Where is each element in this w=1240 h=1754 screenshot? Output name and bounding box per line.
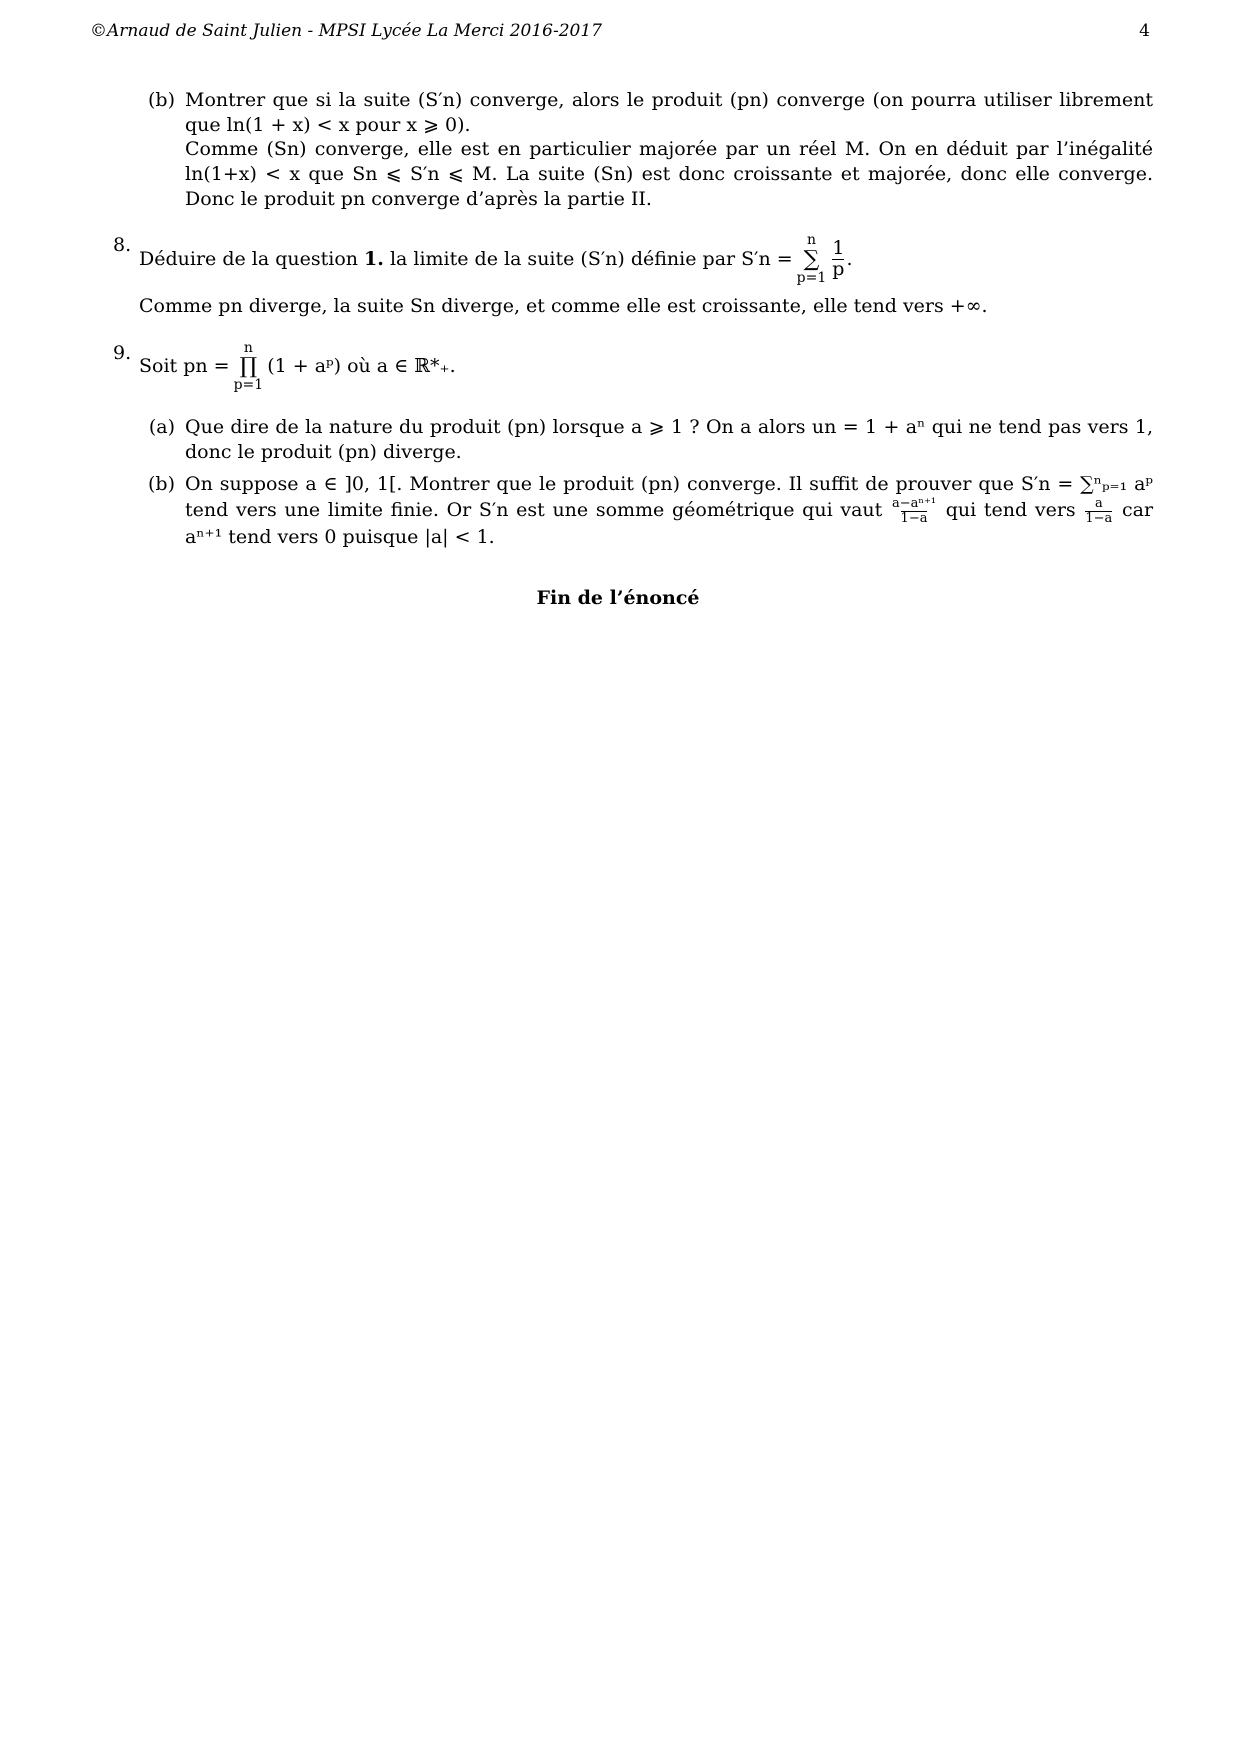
product-symbol: ∏ (239, 354, 258, 380)
text-part: On suppose a ∈ ]0, 1[. Montrer que le produit (pn) converge. Il suffit de prouver que S′n = ∑ⁿₚ₌₁ aᵖ tend vers une limite finie. Or S′n est une somme géométrique qui vaut (185, 473, 1153, 522)
statement-part: Déduire de la question (139, 248, 358, 271)
fraction-numerator: a−aⁿ⁺¹ (891, 496, 937, 512)
answer-text: Comme pn diverge, la suite Sn diverge, et comme elle est croissante, elle tend vers +∞. (139, 294, 988, 317)
statement-part: (1 + aᵖ) où a ∈ ℝ*₊. (267, 355, 456, 378)
sum-upper-bound: n (806, 232, 816, 249)
question-8 (113, 233, 1153, 318)
sum-symbol: ∑ (803, 247, 820, 273)
page-header (90, 20, 1150, 42)
fraction (832, 239, 844, 280)
question-statement (139, 233, 1153, 285)
item-label: (b) (148, 89, 175, 111)
question-9a (105, 415, 1153, 464)
document-body (113, 88, 1153, 611)
text-part: car aⁿ⁺¹ tend vers 0 puisque |a| < 1. (185, 499, 1154, 549)
question-9 (113, 341, 1153, 393)
question-text: Que dire de la nature du produit (pn) lorsque a ⩾ 1 ? On a alors un = 1 + aⁿ qui ne tend pas vers 1, donc le produit (pn) diverge. (185, 416, 1153, 463)
item-label: 8. (113, 234, 132, 257)
end-of-statement: Fin de l’énoncé (536, 587, 700, 610)
period: . (846, 248, 853, 271)
answer-text: Comme (Sn) converge, elle est en particulier majorée par un réel M. On en déduit par l’inégalité ln(1+x) < x que Sn ⩽ S′n ⩽ M. La suite (Sn) est donc croissante et majorée, donc elle converge. Donc le produit pn converge d’après la partie II. (185, 138, 1153, 210)
summation (797, 233, 827, 285)
fraction-numerator: a (1094, 496, 1103, 512)
page-number: 4 (1139, 21, 1150, 41)
fraction-denominator: p (832, 258, 845, 281)
statement-part: Soit pn = (139, 355, 230, 378)
item-label: (b) (148, 473, 175, 496)
question-reference: 1. (364, 248, 384, 271)
item-label: 9. (113, 341, 132, 364)
question-9b (105, 472, 1153, 550)
fraction-denominator: 1−a (1085, 510, 1113, 526)
product (234, 341, 264, 393)
item-label: (a) (148, 416, 175, 439)
statement-part: la limite de la suite (S′n) définie par S′n = (389, 248, 793, 271)
question-statement: Montrer que si la suite (S′n) converge, alors le produit (pn) converge (on pourra utiliser librement que ln(1 + x) < x pour x ⩾ 0). (185, 89, 1153, 136)
fraction (892, 497, 936, 525)
fraction-numerator: 1 (832, 237, 845, 260)
fraction (1085, 497, 1112, 525)
sum-lower-bound: p=1 (796, 270, 827, 287)
text-part: qui tend vers (945, 499, 1076, 522)
question-7b (105, 88, 1153, 211)
product-lower-bound: p=1 (233, 377, 264, 394)
fraction-denominator: 1−a (900, 510, 928, 526)
question-statement (139, 341, 1153, 393)
header-author: ©Arnaud de Saint Julien - MPSI Lycée La Merci 2016-2017 (90, 21, 602, 41)
product-upper-bound: n (243, 339, 253, 356)
question-text (185, 472, 1153, 550)
